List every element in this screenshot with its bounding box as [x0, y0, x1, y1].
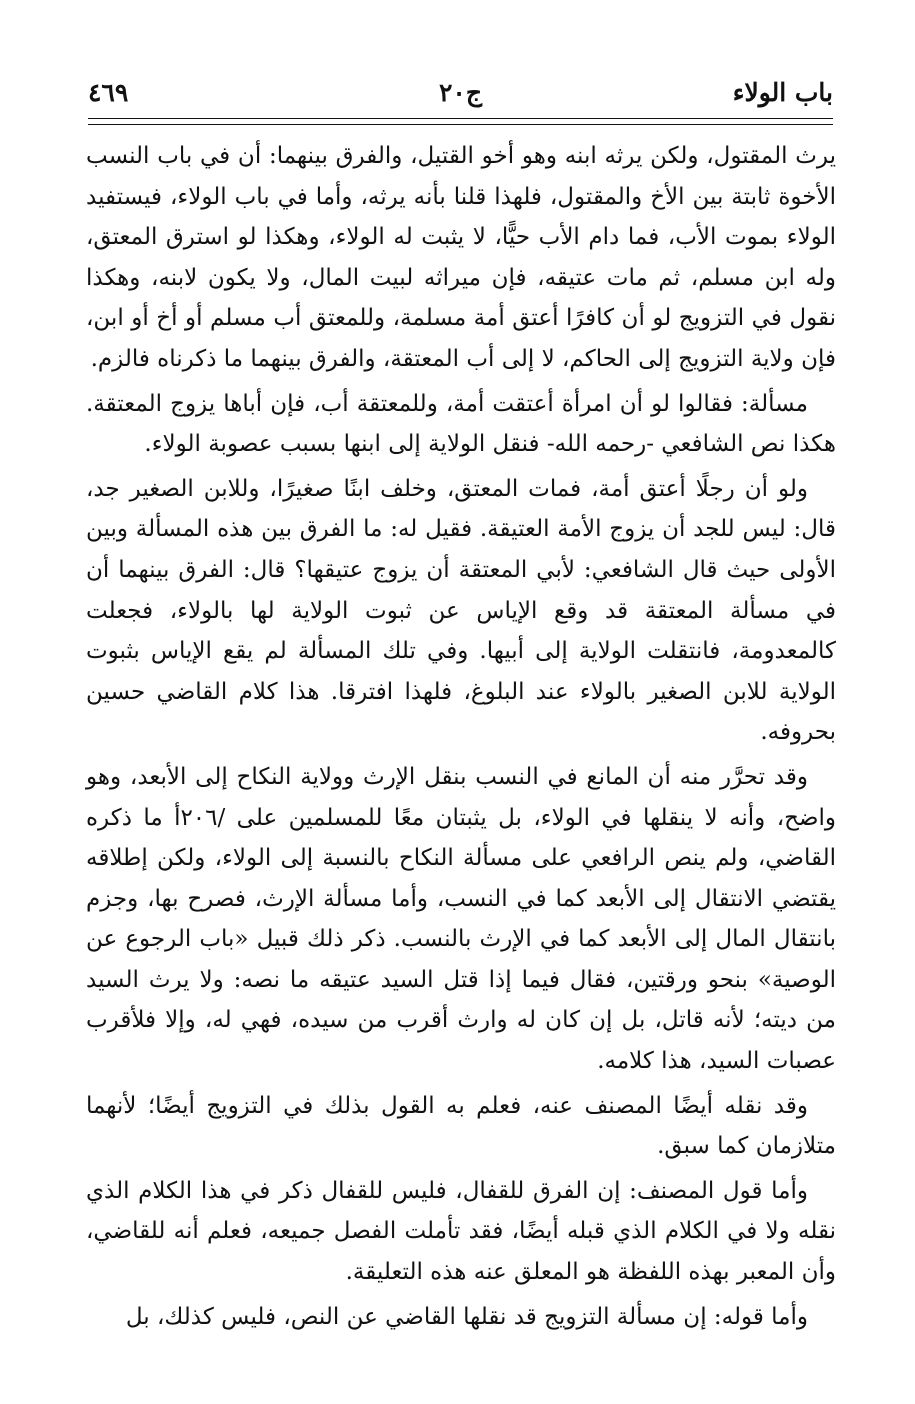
chapter-title: باب الولاء	[732, 78, 833, 107]
paragraph: ولو أن رجلًا أعتق أمة، فمات المعتق، وخلف ابنًا صغيرًا، وللابن الصغير جد، قال: ليس للجد أن يزوج الأمة العتيقة. فقيل له: ما الفرق بين هذه المسألة وبين الأولى حيث قال الشافعي: لأبي المعتقة أن يزوج عتيقها؟ قال: الفرق بينهما أن في مسألة المعتقة قد وقع الإياس عن ثبوت الولاية لها بالولاء، فجعلت كالمعدومة، فانتقلت الولاية إلى أبيها. وفي تلك المسألة لم يقع الإياس بثبوت الولاية للابن الصغير بالولاء عند البلوغ، فلهذا افترقا. هذا كلام القاضي حسين بحروفه.	[86, 475, 836, 746]
paragraph: وقد نقله أيضًا المصنف عنه، فعلم به القول بذلك في التزويج أيضًا؛ لأنهما متلازمان كما سبق.	[86, 1092, 836, 1160]
paragraph: يرث المقتول، ولكن يرثه ابنه وهو أخو القتيل، والفرق بينهما: أن في باب النسب الأخوة ثابتة بين الأخ والمقتول، فلهذا قلنا بأنه يرثه، وأما في باب الولاء، فيستفيد الولاء بموت الأب، فما دام الأب حيًّا، لا يثبت له الولاء، وهكذا لو استرق المعتق، وله ابن مسلم، ثم مات عتيقه، فإن ميراثه لبيت المال، ولا يكون لابنه، وهكذا نقول في التزويج لو أن كافرًا أعتق أمة مسلمة، وللمعتق أب مسلم أو أخ أو ابن، فإن ولاية التزويج إلى الحاكم، لا إلى أب المعتقة، والفرق بينهما ما ذكرناه فالزم.	[86, 143, 836, 372]
body-text	[86, 136, 836, 1337]
paragraph: وقد تحرَّر منه أن المانع في النسب بنقل الإرث وولاية النكاح إلى الأبعد، وهو واضح، وأنه لا ينقلها في الولاء، بل يثبتان معًا للمسلمين على /٢٠٦أ ما ذكره القاضي، ولم ينص الرافعي على مسألة النكاح بالنسبة إلى الولاء، ولكن إطلاقه يقتضي الانتقال إلى الأبعد كما في النسب، وأما مسألة الإرث، فصرح بها، وجزم بانتقال المال إلى الأبعد كما في الإرث بالنسب. ذكر ذلك قبيل «باب الرجوع عن الوصية» بنحو ورقتين، فقال فيما إذا قتل السيد عتيقه ما نصه: ولا يرث السيد من ديته؛ لأنه قاتل، بل إن كان له وارث أقرب من سيده، فهي له، وإلا فلأقرب عصبات السيد، هذا كلامه.	[86, 763, 836, 1075]
paragraph: وأما قوله: إن مسألة التزويج قد نقلها القاضي عن النص، فليس كذلك، بل	[125, 1303, 808, 1330]
paragraph: مسألة: فقالوا لو أن امرأة أعتقت أمة، وللمعتقة أب، فإن أباها يزوج المعتقة. هكذا نص الشافعي -رحمه الله- فنقل الولاية إلى ابنها بسبب عصوبة الولاء.	[86, 390, 836, 458]
volume-number: ج٢٠	[439, 78, 482, 107]
page-number: ٤٦٩	[88, 78, 129, 107]
page-header	[88, 72, 833, 116]
header-divider	[88, 118, 833, 125]
paragraph: وأما قول المصنف: إن الفرق للقفال، فليس للقفال ذكر في هذا الكلام الذي نقله ولا في الكلام الذي قبله أيضًا، فقد تأملت الفصل جميعه، فعلم أنه للقاضي، وأن المعبر بهذه اللفظة هو المعلق عنه هذه التعليقة.	[86, 1177, 836, 1286]
